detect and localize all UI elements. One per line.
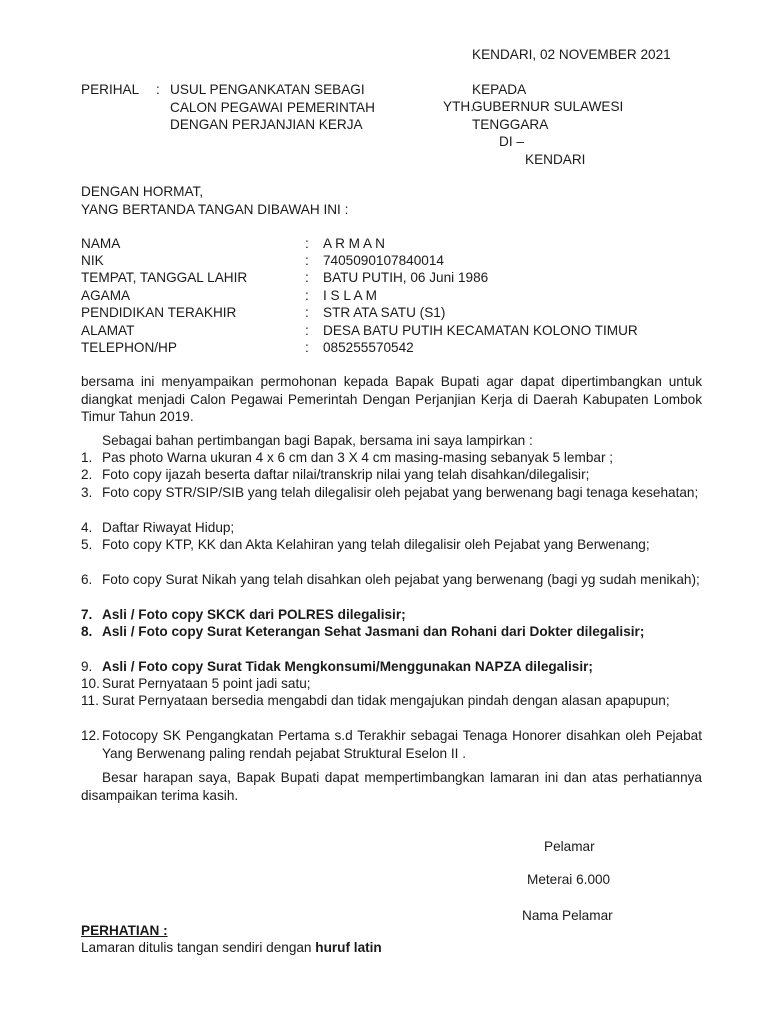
list-item (81, 606, 702, 624)
recipient-yth: YTH. (443, 99, 474, 114)
list-item-number: 12. (81, 728, 100, 743)
list-item (81, 623, 702, 641)
identity-value: STR ATA SATU (S1) (323, 305, 446, 320)
perihal-label: PERIHAL (81, 82, 140, 97)
identity-label: TELEPHON/HP (81, 340, 177, 355)
list-item-number: 2. (81, 467, 93, 482)
identity-value: BATU PUTIH, 06 Juni 1986 (323, 270, 489, 285)
recipient-line: TENGGARA (472, 116, 549, 132)
perihal-subject (170, 81, 375, 134)
identity-colon: : (305, 253, 309, 268)
list-item (81, 466, 702, 484)
list-item-text: Foto copy STR/SIP/SIB yang telah dilegalisir oleh pejabat yang berwenang bagi tenaga kesehatan; (102, 485, 699, 500)
list-item-number: 8. (81, 624, 93, 639)
identity-colon: : (305, 340, 309, 355)
note-text (81, 939, 382, 957)
identity-value: I S L A M (323, 288, 377, 303)
perihal-colon: : (156, 82, 160, 97)
identity-label: ALAMAT (81, 323, 135, 338)
identity-colon: : (305, 323, 309, 338)
perihal-line: CALON PEGAWAI PEMERINTAH (170, 99, 375, 115)
list-item-number: 6. (81, 572, 93, 587)
identity-colon: : (305, 270, 309, 285)
list-item-number: 10. (81, 676, 100, 691)
list-item-text: Surat Pernyataan 5 point jadi satu; (102, 676, 311, 691)
stamp-duty-label: Meterai 6.000 (527, 872, 611, 887)
identity-value: A R M A N (323, 236, 385, 251)
identity-label: AGAMA (81, 288, 131, 303)
list-item-text: Surat Pernyataan bersedia mengabdi dan tidak mengajukan pindah dengan alasan apapupun; (102, 693, 670, 708)
identity-label: PENDIDIKAN TERAKHIR (81, 305, 237, 320)
list-item (81, 692, 702, 710)
note-text-normal: Lamaran ditulis tangan sendiri dengan (81, 940, 316, 955)
list-item-number: 5. (81, 537, 93, 552)
recipient-name (472, 98, 623, 133)
signature-name: Nama Pelamar (522, 908, 613, 923)
recipient-di: DI – (499, 134, 524, 149)
identity-label: NAMA (81, 236, 121, 251)
attachments-intro: Sebagai bahan pertimbangan bagi Bapak, bersama ini saya lampirkan : (102, 433, 533, 448)
list-item (81, 727, 702, 762)
request-paragraph: bersama ini menyampaikan permohonan kepada Bapak Bupati agar dapat dipertimbangkan untuk diangkat menjadi Calon Pegawai Pemerintah Dengan Perjanjian Kerja di Daerah Kabupaten Lombok Timur Tahun 2019. (81, 374, 702, 425)
note-heading: PERHATIAN : (81, 923, 168, 938)
letter-date: KENDARI, 02 NOVEMBER 2021 (472, 47, 671, 62)
list-item (81, 536, 702, 554)
identity-label: TEMPAT, TANGGAL LAHIR (81, 270, 248, 285)
list-item (81, 484, 702, 502)
list-item-number: 11. (81, 693, 99, 708)
list-item-number: 7. (81, 607, 93, 622)
list-item-text: Asli / Foto copy SKCK dari POLRES dilegalisir; (102, 607, 406, 622)
identity-colon: : (305, 288, 309, 303)
list-item-text: Foto copy Surat Nikah yang telah disahkan oleh pejabat yang berwenang (bagi yg sudah menikah); (102, 572, 700, 587)
perihal-line: USUL PENGANKATAN SEBAGI (170, 82, 365, 97)
list-item (81, 571, 702, 589)
note-text-bold: huruf latin (315, 940, 382, 955)
identity-value: 7405090107840014 (323, 253, 444, 268)
recipient-line: GUBERNUR SULAWESI (472, 99, 624, 114)
list-item (81, 675, 702, 693)
recipient-city: KENDARI (525, 152, 586, 167)
list-item-text: Foto copy ijazah beserta daftar nilai/transkrip nilai yang telah disahkan/dilegalisir; (102, 467, 590, 482)
list-item (81, 519, 702, 537)
list-item-text: Pas photo Warna ukuran 4 x 6 cm dan 3 X 4 cm masing-masing sebanyak 5 lembar ; (102, 450, 614, 465)
list-item-number: 9. (81, 659, 93, 674)
list-item-number: 3. (81, 485, 93, 500)
identity-colon: : (305, 305, 309, 320)
identity-colon: : (305, 236, 309, 251)
identity-value: 085255570542 (323, 340, 414, 355)
greeting: DENGAN HORMAT, (81, 184, 204, 199)
list-item (81, 449, 702, 467)
identity-value: DESA BATU PUTIH KECAMATAN KOLONO TIMUR (323, 323, 638, 338)
closing-paragraph: Besar harapan saya, Bapak Bupati dapat mempertimbangkan lamaran ini dan atas perhatiannya disampaikan terima kasih. (81, 770, 702, 803)
signature-title: Pelamar (544, 839, 595, 854)
identity-label: NIK (81, 253, 104, 268)
list-item-text: Foto copy KTP, KK dan Akta Kelahiran yang telah dilegalisir oleh Pejabat yang Berwenang; (102, 537, 650, 552)
perihal-line: DENGAN PERJANJIAN KERJA (170, 117, 363, 133)
intro-line: YANG BERTANDA TANGAN DIBAWAH INI : (81, 202, 349, 217)
list-item-number: 4. (81, 520, 93, 535)
list-item-text: Asli / Foto copy Surat Keterangan Sehat Jasmani dan Rohani dari Dokter dilegalisir; (102, 624, 645, 639)
list-item (81, 658, 702, 676)
list-item-number: 1. (81, 450, 93, 465)
recipient-kepada: KEPADA (472, 82, 527, 97)
list-item-text: Fotocopy SK Pengangkatan Pertama s.d Terakhir sebagai Tenaga Honorer disahkan oleh Pejabat Yang Berwenang paling rendah pejabat Struktural Eselon II . (102, 728, 702, 761)
list-item-text: Daftar Riwayat Hidup; (102, 520, 235, 535)
list-item-text: Asli / Foto copy Surat Tidak Mengkonsumi/Menggunakan NAPZA dilegalisir; (102, 659, 593, 674)
